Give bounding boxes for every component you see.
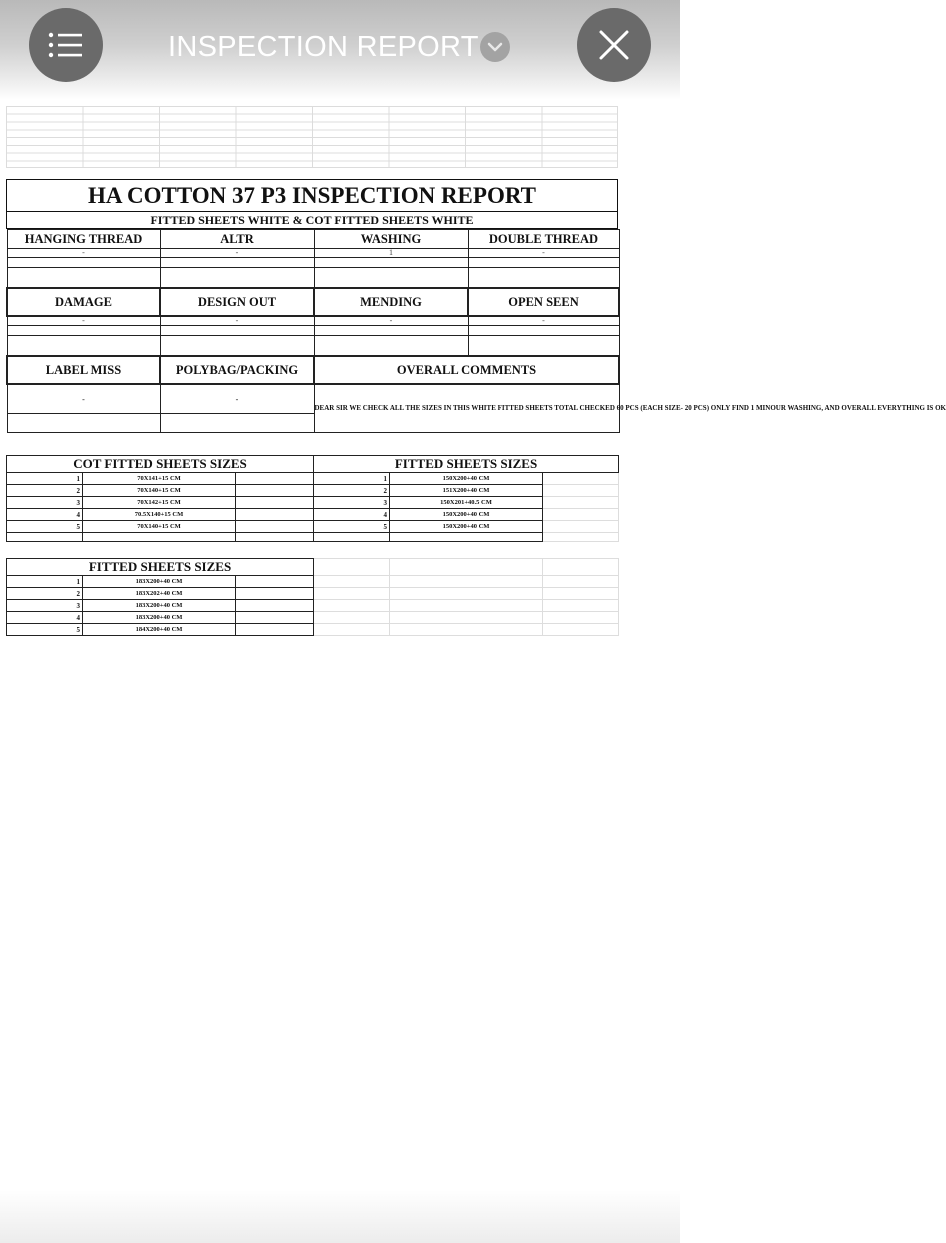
header-cell: DAMAGE xyxy=(7,288,160,316)
value-cell: - xyxy=(160,249,314,258)
defects-table xyxy=(6,229,946,433)
sizes-section-2 xyxy=(6,558,618,636)
table-row xyxy=(7,268,619,289)
table-row: 1 183X200+40 CM xyxy=(7,576,619,588)
table-row xyxy=(7,258,619,268)
sizes-table xyxy=(6,455,619,542)
table-row: 4 70.5X140+15 CM 4 150X200+40 CM xyxy=(7,509,619,521)
value-cell: - xyxy=(7,249,160,258)
value-cell: 1 xyxy=(314,249,468,258)
header-cell: HANGING THREAD xyxy=(7,230,160,249)
fitted-sizes-title: FITTED SHEETS SIZES xyxy=(7,559,314,576)
table-row: 4 183X200+40 CM xyxy=(7,612,619,624)
overall-comments-text: DEAR SIR WE CHECK ALL THE SIZES IN THIS WHITE FITTED SHEETS TOTAL CHECKED 60 PCS (EACH SIZE- 20 PCS) ONLY FIND 1 MINOUR WASHING, AND OVERALL EVERYTHING IS OK xyxy=(314,384,619,433)
cot-sizes-title: COT FITTED SHEETS SIZES xyxy=(7,456,314,473)
table-row: 2 183X202+40 CM xyxy=(7,588,619,600)
value-cell: - xyxy=(468,316,619,326)
table-row: 5 184X200+40 CM xyxy=(7,624,619,636)
value-cell: - xyxy=(7,384,160,414)
table-row xyxy=(7,384,619,414)
report-subtitle: FITTED SHEETS WHITE & COT FITTED SHEETS WHITE xyxy=(6,211,618,229)
table-row: 3 183X200+40 CM xyxy=(7,600,619,612)
empty-spreadsheet-rows xyxy=(6,106,618,168)
value-cell: - xyxy=(7,316,160,326)
header-cell: MENDING xyxy=(314,288,468,316)
table-row: 5 70X140+15 CM 5 150X200+40 CM xyxy=(7,521,619,533)
value-cell: - xyxy=(314,316,468,326)
report-title: HA COTTON 37 P3 INSPECTION REPORT xyxy=(6,179,618,211)
header-cell: LABEL MISS xyxy=(7,356,160,384)
table-row xyxy=(7,356,619,384)
sizes-section-1 xyxy=(6,455,618,542)
page-title: INSPECTION REPORT xyxy=(168,31,479,63)
header-cell: POLYBAG/PACKING xyxy=(160,356,314,384)
table-row xyxy=(7,316,619,326)
sizes-table xyxy=(6,558,619,636)
value-cell: - xyxy=(160,384,314,414)
bottom-fade xyxy=(0,1190,680,1243)
table-row xyxy=(7,288,619,316)
header-cell: OVERALL COMMENTS xyxy=(314,356,619,384)
table-row xyxy=(7,336,619,357)
header-cell: WASHING xyxy=(314,230,468,249)
table-row: 1 70X141+15 CM 1 150X200+40 CM xyxy=(7,473,619,485)
fitted-sizes-title: FITTED SHEETS SIZES xyxy=(314,456,619,473)
table-row: 2 70X140+15 CM 2 151X200+40 CM xyxy=(7,485,619,497)
header-cell: ALTR xyxy=(160,230,314,249)
inspection-report xyxy=(6,179,946,433)
table-row xyxy=(7,230,619,249)
value-cell: - xyxy=(468,249,619,258)
header-cell: DOUBLE THREAD xyxy=(468,230,619,249)
header-cell: OPEN SEEN xyxy=(468,288,619,316)
value-cell: - xyxy=(160,316,314,326)
header-cell: DESIGN OUT xyxy=(160,288,314,316)
table-row xyxy=(7,326,619,336)
table-row: 3 70X142+15 CM 3 150X201+40.5 CM xyxy=(7,497,619,509)
table-row xyxy=(7,249,619,258)
